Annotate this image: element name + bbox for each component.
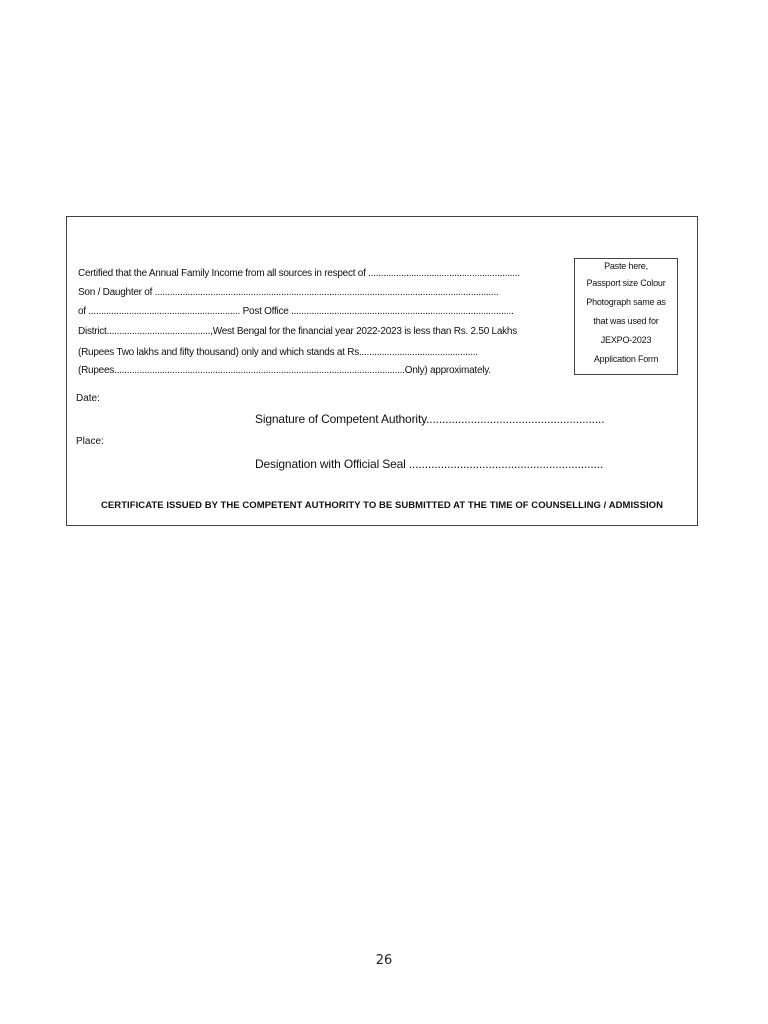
date-label: Date:: [76, 393, 100, 404]
photo-box-line: Passport size Colour: [586, 278, 666, 288]
photo-box-line: Photograph same as: [586, 297, 666, 307]
certificate-line-district: District.........................................,West Bengal for the financial year 2022-2023 is less than Rs. 2.50 Lakhs: [78, 326, 517, 337]
certificate-line-income: Certified that the Annual Family Income from all sources in respect of ............................................................: [78, 268, 520, 279]
photo-box-line: that was used for: [593, 316, 659, 326]
designation-line: Designation with Official Seal .............................................................: [255, 457, 604, 471]
certificate-line-post-office: of ............................................................ Post Office ........................................................................................: [78, 306, 514, 317]
certificate-line-rupees-words: (Rupees...................................................................................................................Only) approximately.: [78, 365, 491, 376]
submission-note: CERTIFICATE ISSUED BY THE COMPETENT AUTHORITY TO BE SUBMITTED AT THE TIME OF COUNSELLING / ADMISSION: [101, 500, 663, 511]
photo-box-line: Paste here,: [604, 261, 648, 271]
passport-photo-box: [574, 258, 678, 375]
place-label: Place:: [76, 436, 104, 447]
photo-box-line: Application Form: [593, 354, 659, 364]
certificate-line-rupees-amount: (Rupees Two lakhs and fifty thousand) only and which stands at Rs...............................................: [78, 347, 478, 358]
photo-box-line: JEXPO-2023: [600, 335, 652, 345]
signature-line: Signature of Competent Authority........................................................: [255, 412, 605, 426]
page-number: 26: [375, 953, 393, 968]
income-certificate-box: [66, 216, 698, 526]
certificate-line-son-daughter: Son / Daughter of ........................................................................................................................................: [78, 287, 499, 298]
